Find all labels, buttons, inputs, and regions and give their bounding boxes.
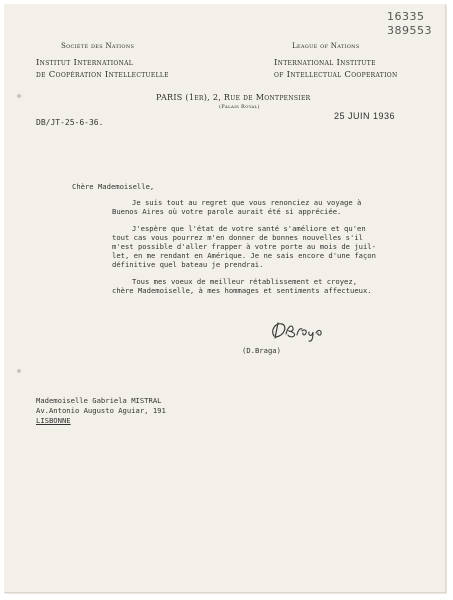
letterhead-right-line2: International Institute — [274, 58, 376, 68]
recipient-name: Mademoiselle Gabriela MISTRAL — [36, 396, 162, 405]
paragraph-line: tout cas vous pourrez m'en donner de bonnes nouvelles s'il — [112, 233, 363, 242]
letterhead-address: PARIS (1er), 2, Rue de Montpensier — [156, 93, 311, 102]
paragraph-line: définitive quel bateau je prendrai. — [112, 260, 264, 269]
paragraph-line: J'espère que l'état de votre santé s'améliore et qu'en — [132, 224, 366, 233]
archive-number-bottom: 389553 — [387, 24, 432, 37]
archive-number-top: 16335 — [387, 10, 425, 23]
letterhead-address-sub: (Palais Royal) — [219, 104, 260, 110]
letter-page — [4, 4, 446, 593]
handwritten-signature — [266, 316, 334, 342]
paragraph-line: let, en me rendant en Amérique. Je ne sais encore d'une façon — [112, 251, 376, 260]
paragraph-line: Buenos Aires où votre parole aurait été si appréciée. — [112, 207, 342, 216]
letterhead-left-line1: Société des Nations — [61, 42, 135, 50]
paragraph-line: Je suis tout au regret que vous renonciez au voyage à — [132, 198, 362, 207]
recipient-street: Av.Antonio Augusto Aguiar, 191 — [36, 406, 166, 415]
paragraph-line: chère Mademoiselle, à mes hommages et sentiments affectueux. — [112, 286, 372, 295]
date-stamp: 25 JUIN 1936 — [334, 111, 396, 121]
letterhead-left-line2: Institut International — [36, 58, 134, 68]
paragraph-line: m'est possible d'aller frapper à votre porte au mois de juil- — [112, 242, 376, 251]
recipient-city: LISBONNE — [36, 416, 71, 425]
reference-code: DB/JT-25-6-36. — [36, 118, 104, 127]
paragraph-line: Tous mes voeux de meilleur rétablissement et croyez, — [132, 277, 358, 286]
punch-hole — [17, 94, 21, 98]
signatory-name: (D.Braga) — [242, 346, 281, 355]
letterhead-right-line1: League of Nations — [292, 42, 360, 50]
salutation: Chère Mademoiselle, — [72, 182, 155, 191]
letterhead-right-line3: of Intellectual Cooperation — [274, 70, 398, 80]
letterhead-left-line3: de Coopération Intellectuelle — [36, 70, 169, 80]
punch-hole — [17, 369, 21, 373]
